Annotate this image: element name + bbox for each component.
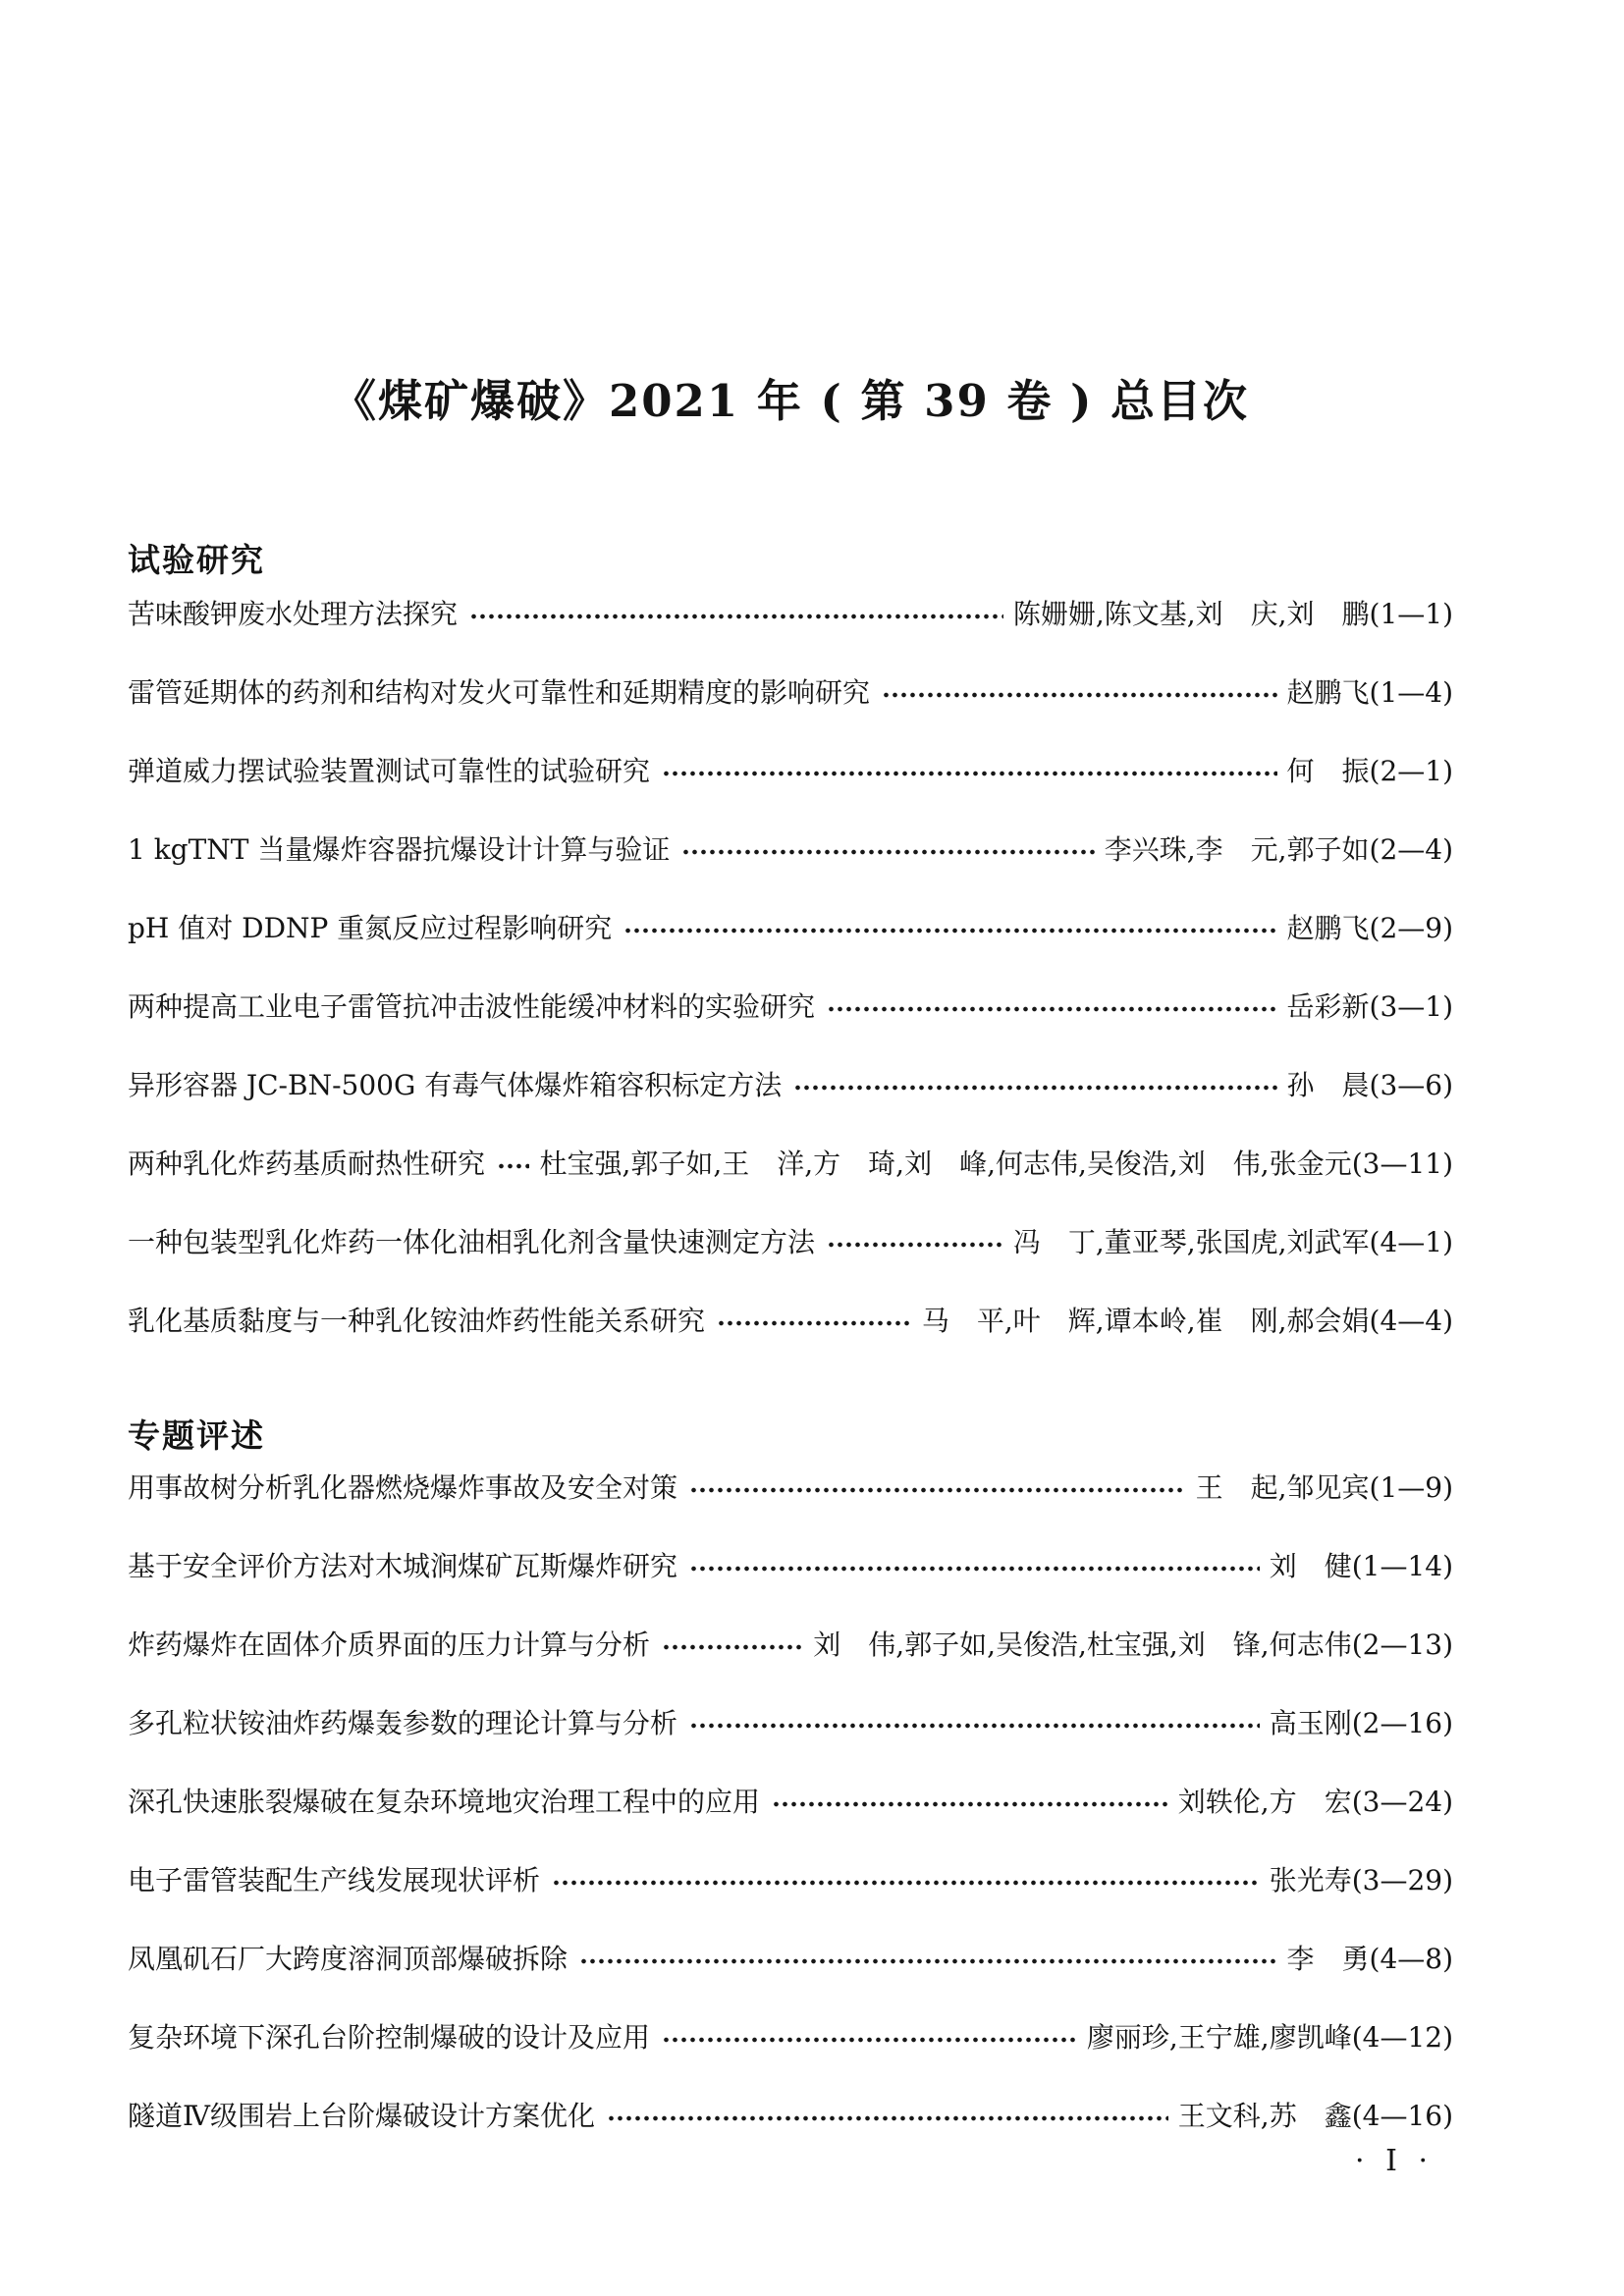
section-2-header: 专题评述 bbox=[128, 1416, 265, 1456]
toc-entry bbox=[128, 1223, 1453, 1262]
toc-entry bbox=[128, 1066, 1453, 1105]
entry-page-ref: (1—14) bbox=[1351, 1550, 1453, 1582]
entry-authors: 赵鹏飞 bbox=[1286, 676, 1370, 709]
dot-leader bbox=[607, 2114, 1168, 2122]
dot-leader bbox=[497, 1162, 529, 1170]
entry-title: 异形容器 JC-BN-500G 有毒气体爆炸箱容积标定方法 bbox=[128, 1069, 783, 1101]
entry-title: 复杂环境下深孔台阶控制爆破的设计及应用 bbox=[128, 2021, 651, 2054]
entry-title: 两种乳化炸药基质耐热性研究 bbox=[128, 1148, 486, 1180]
entry-authors: 赵鹏飞 bbox=[1286, 912, 1370, 944]
entry-title: 多孔粒状铵油炸药爆轰参数的理论计算与分析 bbox=[128, 1707, 678, 1739]
entry-authors: 张光寿 bbox=[1269, 1864, 1352, 1896]
dot-leader bbox=[579, 1957, 1276, 1965]
entry-title: 深孔快速胀裂爆破在复杂环境地灾治理工程中的应用 bbox=[128, 1786, 761, 1818]
entry-authors: 冯 丁,董亚琴,张国虎,刘武军 bbox=[1012, 1226, 1370, 1258]
dot-leader bbox=[827, 1005, 1276, 1013]
page-title: 《煤矿爆破》2021 年 ( 第 39 卷 ) 总目次 bbox=[331, 375, 1250, 428]
entry-authors: 刘轶伦,方 宏 bbox=[1177, 1786, 1352, 1818]
entry-authors: 李兴珠,李 元,郭子如 bbox=[1104, 833, 1370, 866]
entry-title: pH 值对 DDNP 重氮反应过程影响研究 bbox=[128, 912, 613, 944]
entry-title: 用事故树分析乳化器燃烧爆炸事故及安全对策 bbox=[128, 1471, 678, 1504]
entry-authors: 孙 晨 bbox=[1286, 1069, 1370, 1101]
dot-leader bbox=[689, 1486, 1186, 1494]
entry-authors: 王文科,苏 鑫 bbox=[1177, 2100, 1352, 2132]
entry-authors: 李 勇 bbox=[1286, 1943, 1370, 1975]
entry-title: 两种提高工业电子雷管抗冲击波性能缓冲材料的实验研究 bbox=[128, 990, 816, 1023]
toc-entry bbox=[128, 2018, 1453, 2057]
toc-entry bbox=[128, 1783, 1453, 1822]
entry-authors: 马 平,叶 辉,谭本岭,崔 刚,郝会娟 bbox=[921, 1305, 1370, 1337]
entry-title: 凤凰矶石厂大跨度溶洞顶部爆破拆除 bbox=[128, 1943, 568, 1975]
dot-leader bbox=[552, 1879, 1260, 1887]
entry-page-ref: (3—6) bbox=[1369, 1069, 1453, 1101]
entry-title: 弹道威力摆试验装置测试可靠性的试验研究 bbox=[128, 755, 651, 787]
toc-entry bbox=[128, 1468, 1453, 1508]
entry-authors: 何 振 bbox=[1286, 755, 1370, 787]
dot-leader bbox=[623, 927, 1276, 934]
entry-page-ref: (3—11) bbox=[1351, 1148, 1453, 1180]
entry-page-ref: (4—12) bbox=[1351, 2021, 1453, 2054]
dot-leader bbox=[689, 1565, 1260, 1573]
entry-page-ref: (2—4) bbox=[1369, 833, 1453, 866]
section-1-header: 试验研究 bbox=[128, 541, 265, 580]
entry-authors: 廖丽珍,王宁雄,廖凯峰 bbox=[1086, 2021, 1352, 2054]
entry-page-ref: (4—4) bbox=[1369, 1305, 1453, 1337]
entry-authors: 刘 健 bbox=[1269, 1550, 1352, 1582]
entry-page-ref: (4—16) bbox=[1351, 2100, 1453, 2132]
toc-entry bbox=[128, 2097, 1453, 2136]
entry-page-ref: (2—16) bbox=[1351, 1707, 1453, 1739]
entry-page-ref: (3—1) bbox=[1369, 990, 1453, 1023]
entry-title: 电子雷管装配生产线发展现状评析 bbox=[128, 1864, 541, 1896]
dot-leader bbox=[681, 848, 1094, 856]
dot-leader bbox=[662, 1643, 803, 1651]
dot-leader bbox=[689, 1722, 1260, 1730]
entry-authors: 陈姗姗,陈文基,刘 庆,刘 鹏 bbox=[1012, 598, 1370, 630]
entry-page-ref: (1—4) bbox=[1369, 676, 1453, 709]
entry-page-ref: (2—1) bbox=[1369, 755, 1453, 787]
entry-title: 苦味酸钾废水处理方法探究 bbox=[128, 598, 459, 630]
toc-entry bbox=[128, 988, 1453, 1027]
section-1-entries bbox=[128, 595, 1453, 1380]
entry-authors: 高玉刚 bbox=[1269, 1707, 1352, 1739]
entry-authors: 刘 伟,郭子如,吴俊浩,杜宝强,刘 锋,何志伟 bbox=[813, 1629, 1352, 1661]
toc-entry bbox=[128, 909, 1453, 948]
toc-entry bbox=[128, 595, 1453, 634]
entry-title: 隧道Ⅳ级围岩上台阶爆破设计方案优化 bbox=[128, 2100, 595, 2132]
entry-page-ref: (3—29) bbox=[1351, 1864, 1453, 1896]
entry-authors: 岳彩新 bbox=[1286, 990, 1370, 1023]
entry-page-ref: (2—9) bbox=[1369, 912, 1453, 944]
entry-title: 雷管延期体的药剂和结构对发火可靠性和延期精度的影响研究 bbox=[128, 676, 871, 709]
dot-leader bbox=[469, 613, 1003, 620]
toc-entry bbox=[128, 1626, 1453, 1665]
entry-title: 基于安全评价方法对木城涧煤矿瓦斯爆炸研究 bbox=[128, 1550, 678, 1582]
dot-leader bbox=[662, 770, 1276, 777]
dot-leader bbox=[662, 2036, 1077, 2044]
toc-entry bbox=[128, 1940, 1453, 1979]
dot-leader bbox=[882, 691, 1276, 699]
entry-authors: 杜宝强,郭子如,王 洋,方 琦,刘 峰,何志伟,吴俊浩,刘 伟,张金元 bbox=[539, 1148, 1352, 1180]
page-number: · Ⅰ · bbox=[1355, 2144, 1434, 2178]
section-2-entries bbox=[128, 1468, 1453, 2175]
dot-leader bbox=[827, 1241, 1003, 1249]
entry-title: 乳化基质黏度与一种乳化铵油炸药性能关系研究 bbox=[128, 1305, 706, 1337]
entry-title: 一种包装型乳化炸药一体化油相乳化剂含量快速测定方法 bbox=[128, 1226, 816, 1258]
toc-entry bbox=[128, 1145, 1453, 1184]
entry-page-ref: (4—1) bbox=[1369, 1226, 1453, 1258]
dot-leader bbox=[717, 1319, 912, 1327]
entry-page-ref: (4—8) bbox=[1369, 1943, 1453, 1975]
toc-entry bbox=[128, 1861, 1453, 1900]
entry-title: 炸药爆炸在固体介质界面的压力计算与分析 bbox=[128, 1629, 651, 1661]
entry-page-ref: (1—9) bbox=[1369, 1471, 1453, 1504]
entry-title: 1 kgTNT 当量爆炸容器抗爆设计计算与验证 bbox=[128, 833, 671, 866]
entry-page-ref: (3—24) bbox=[1351, 1786, 1453, 1818]
entry-authors: 王 起,邹见宾 bbox=[1195, 1471, 1370, 1504]
dot-leader bbox=[793, 1084, 1276, 1092]
toc-entry bbox=[128, 752, 1453, 791]
toc-entry bbox=[128, 1302, 1453, 1341]
toc-entry bbox=[128, 673, 1453, 713]
toc-entry bbox=[128, 1704, 1453, 1743]
entry-page-ref: (1—1) bbox=[1369, 598, 1453, 630]
toc-entry bbox=[128, 1547, 1453, 1586]
dot-leader bbox=[772, 1800, 1168, 1808]
entry-page-ref: (2—13) bbox=[1351, 1629, 1453, 1661]
toc-entry bbox=[128, 830, 1453, 870]
